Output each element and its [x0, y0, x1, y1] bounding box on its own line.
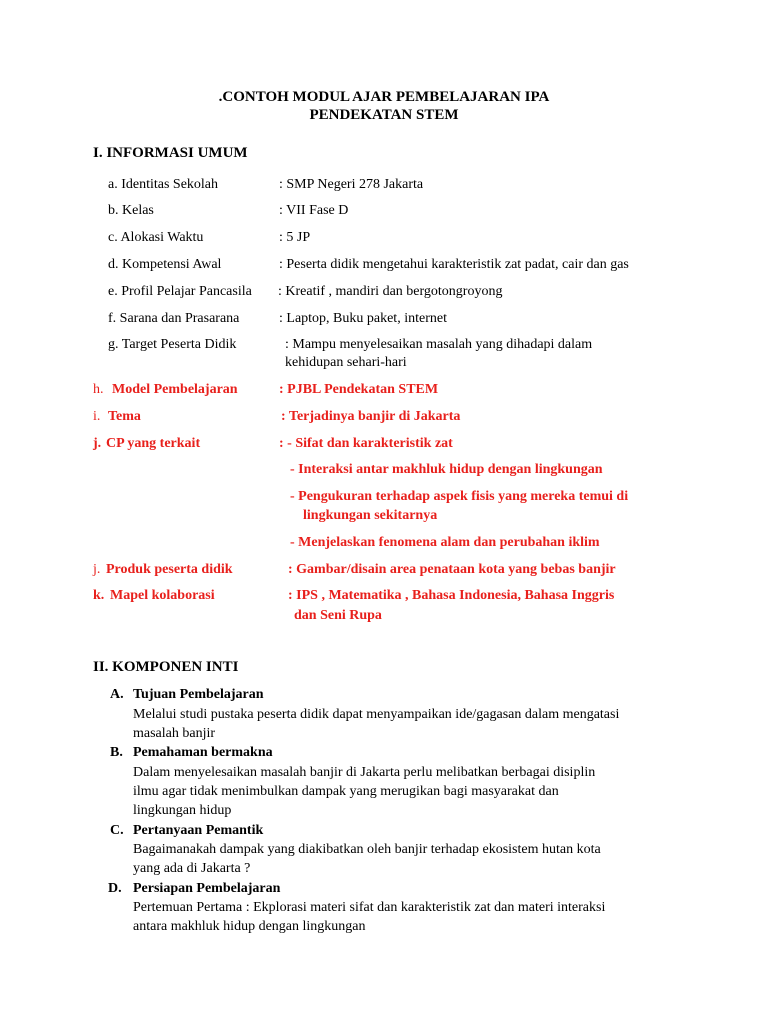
- component-c-line-2: yang ada di Jakarta ?: [133, 861, 251, 876]
- component-d-line-1: Pertemuan Pertama : Ekplorasi materi sifat dan karakteristik zat dan materi interaksi: [133, 900, 606, 915]
- component-b-label: B.: [110, 745, 123, 760]
- info-value-model: : PJBL Pendekatan STEM: [279, 382, 439, 397]
- component-d-line-2: antara makhluk hidup dengan lingkungan: [133, 919, 366, 934]
- info-value-mapel-cont: dan Seni Rupa: [294, 608, 382, 623]
- component-a-title: Tujuan Pembelajaran: [133, 687, 264, 702]
- component-b-line-3: lingkungan hidup: [133, 803, 232, 818]
- info-value-target: : Mampu menyelesaikan masalah yang dihadapi dalam: [285, 337, 593, 352]
- info-value-produk: : Gambar/disain area penataan kota yang bebas banjir: [288, 562, 616, 577]
- component-c-line-1: Bagaimanakah dampak yang diakibatkan oleh banjir terhadap ekosistem hutan kota: [133, 842, 601, 857]
- section-2-heading: II. KOMPONEN INTI: [93, 659, 239, 675]
- cp-point-fenomena: - Menjelaskan fenomena alam dan perubahan iklim: [290, 535, 600, 550]
- info-label-target: g. Target Peserta Didik: [108, 337, 237, 352]
- info-label-identitas: a. Identitas Sekolah: [108, 177, 219, 192]
- component-b-line-2: ilmu agar tidak menimbulkan dampak yang merugikan bagi masyarakat dan: [133, 784, 559, 799]
- info-value-mapel: : IPS , Matematika , Bahasa Indonesia, Bahasa Inggris: [288, 588, 615, 603]
- info-value-profil: : Kreatif , mandiri dan bergotongroyong: [278, 284, 503, 299]
- component-a-line-2: masalah banjir: [133, 726, 216, 741]
- section-1-heading: I. INFORMASI UMUM: [93, 145, 248, 161]
- info-label-mapel: Mapel kolaborasi: [110, 588, 215, 603]
- info-prefix-model: h.: [93, 382, 104, 397]
- document-title-line-2: PENDEKATAN STEM: [309, 107, 459, 123]
- component-c-title: Pertanyaan Pemantik: [133, 823, 264, 838]
- info-value-tema: : Terjadinya banjir di Jakarta: [281, 409, 461, 424]
- info-prefix-cp: j.: [93, 436, 102, 451]
- cp-point-interaksi: - Interaksi antar makhluk hidup dengan lingkungan: [290, 462, 603, 477]
- info-label-model: Model Pembelajaran: [112, 382, 238, 397]
- info-label-profil: e. Profil Pelajar Pancasila: [108, 284, 252, 299]
- info-value-cp: : - Sifat dan karakteristik zat: [279, 436, 453, 451]
- component-b-title: Pemahaman bermakna: [133, 745, 273, 760]
- info-label-cp: CP yang terkait: [106, 436, 201, 451]
- info-value-alokasi: : 5 JP: [279, 230, 311, 245]
- component-a-line-1: Melalui studi pustaka peserta didik dapat menyampaikan ide/gagasan dalam mengatasi: [133, 707, 620, 722]
- info-value-sarana: : Laptop, Buku paket, internet: [279, 311, 447, 326]
- info-label-produk: Produk peserta didik: [106, 562, 233, 577]
- info-label-tema: Tema: [108, 409, 141, 424]
- info-value-target-cont: kehidupan sehari-hari: [285, 355, 407, 370]
- info-value-identitas: : SMP Negeri 278 Jakarta: [279, 177, 424, 192]
- component-d-title: Persiapan Pembelajaran: [133, 881, 281, 896]
- info-value-kelas: : VII Fase D: [279, 203, 349, 218]
- info-label-kompetensi: d. Kompetensi Awal: [108, 257, 222, 272]
- component-d-label: D.: [108, 881, 122, 896]
- info-prefix-tema: i.: [93, 409, 101, 424]
- info-value-kompetensi: : Peserta didik mengetahui karakteristik zat padat, cair dan gas: [279, 257, 629, 272]
- info-prefix-produk: j.: [93, 562, 101, 577]
- component-c-label: C.: [110, 823, 124, 838]
- component-a-label: A.: [110, 687, 124, 702]
- cp-point-pengukuran: - Pengukuran terhadap aspek fisis yang mereka temui di: [290, 489, 629, 504]
- info-label-alokasi: c. Alokasi Waktu: [108, 230, 204, 245]
- cp-point-pengukuran-cont: lingkungan sekitarnya: [303, 508, 438, 523]
- info-label-kelas: b. Kelas: [108, 203, 154, 218]
- component-b-line-1: Dalam menyelesaikan masalah banjir di Jakarta perlu melibatkan berbagai disiplin: [133, 765, 596, 780]
- info-label-sarana: f. Sarana dan Prasarana: [108, 311, 240, 326]
- document-title-line-1: .CONTOH MODUL AJAR PEMBELAJARAN IPA: [218, 89, 550, 105]
- info-prefix-mapel: k.: [93, 588, 105, 603]
